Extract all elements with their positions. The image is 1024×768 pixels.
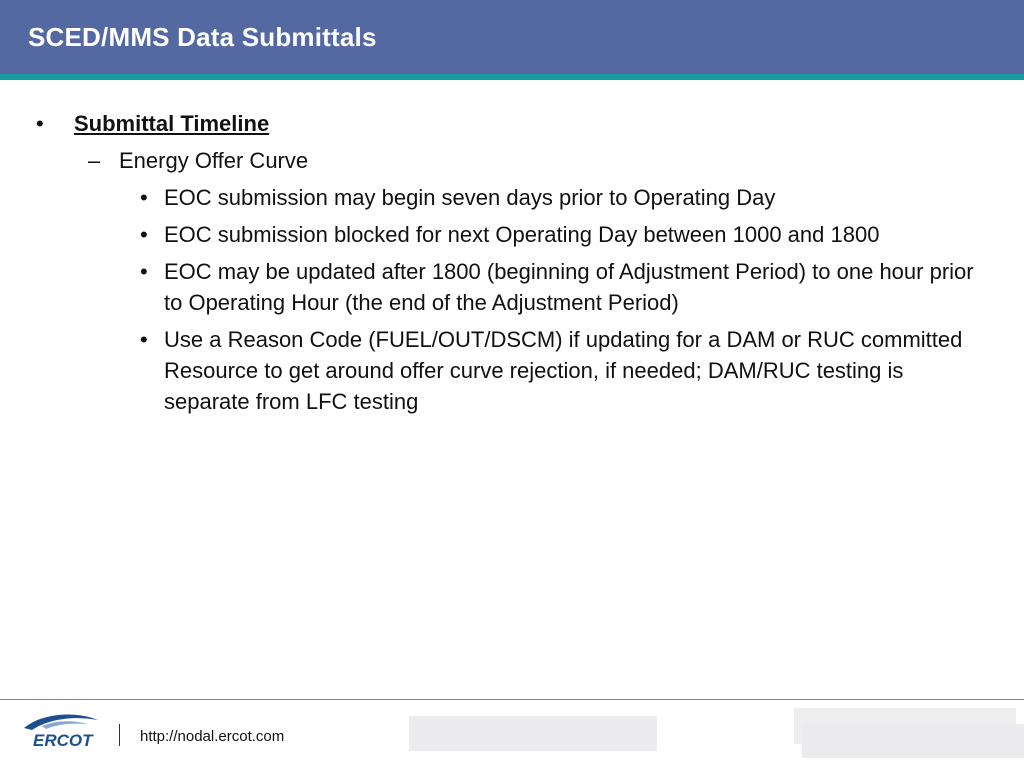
bullet-icon: • <box>140 222 148 247</box>
footer-separator <box>119 724 120 746</box>
slide-title: SCED/MMS Data Submittals <box>28 22 377 52</box>
list-item <box>140 182 974 213</box>
list-item <box>140 219 974 250</box>
bullet-level3-list <box>140 182 980 423</box>
dash-icon: – <box>88 148 101 173</box>
footer-divider <box>0 699 1024 700</box>
bullet-level1-text: Submittal Timeline <box>74 111 270 136</box>
footer-placeholder-box <box>802 724 1024 758</box>
bullet-icon: • <box>140 259 148 284</box>
bullet-icon: • <box>36 111 44 136</box>
title-bar <box>0 0 1024 74</box>
bullet-icon: • <box>140 327 148 352</box>
list-item-text: Use a Reason Code (FUEL/OUT/DSCM) if updating for a DAM or RUC committed Resource to get around offer curve rejection, if needed; DAM/RUC testing is separate from LFC testing <box>164 327 963 414</box>
list-item <box>140 324 974 417</box>
list-item <box>140 256 974 318</box>
title-accent-line <box>0 74 1024 80</box>
bullet-level2-text: Energy Offer Curve <box>119 148 309 173</box>
ercot-logo-icon <box>22 712 102 752</box>
bullet-icon: • <box>140 185 148 210</box>
logo-text: ERCOT <box>33 731 93 750</box>
list-item-text: EOC submission may begin seven days prior to Operating Day <box>164 185 776 210</box>
footer-url[interactable]: http://nodal.ercot.com <box>140 728 285 745</box>
list-item-text: EOC submission blocked for next Operating Day between 1000 and 1800 <box>164 222 880 247</box>
footer-placeholder-box <box>409 716 657 751</box>
list-item-text: EOC may be updated after 1800 (beginning of Adjustment Period) to one hour prior to Operating Hour (the end of the Adjustment Period) <box>164 259 974 315</box>
